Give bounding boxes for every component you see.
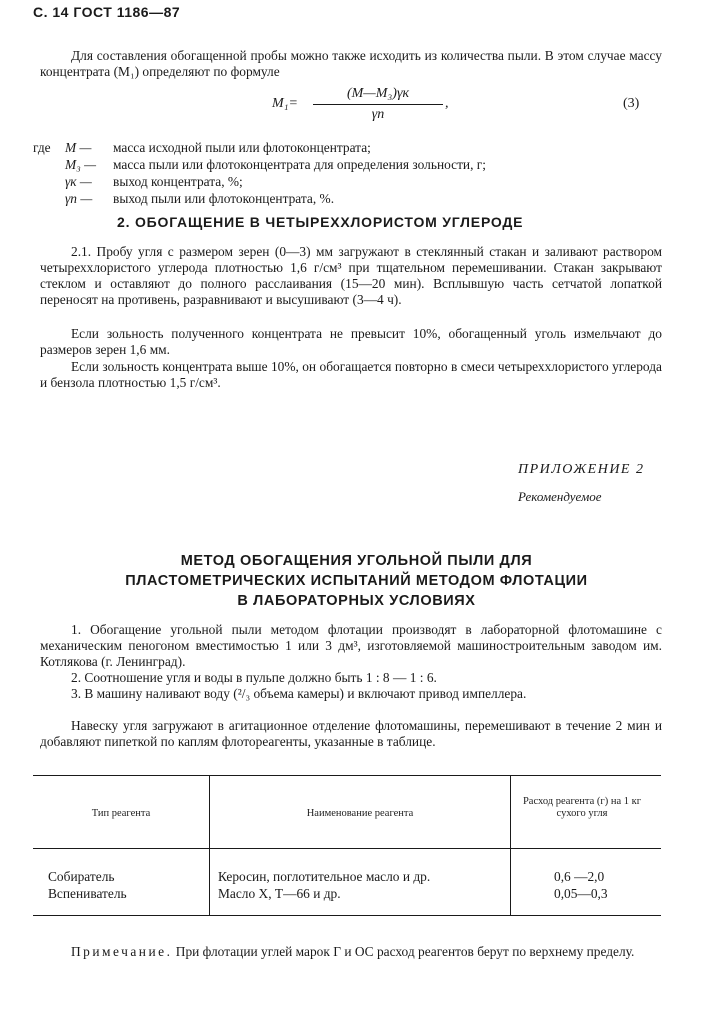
definition-text: масса пыли или флотоконцентрата для определения зольности, г;: [113, 157, 487, 172]
definition-item: [33, 174, 486, 191]
method-title-line-2: ПЛАСТОМЕТРИЧЕСКИХ ИСПЫТАНИЙ МЕТОДОМ ФЛОТАЦИИ: [125, 573, 588, 589]
table-header-rate: Расход реагента (г) на 1 кг сухого угля: [522, 796, 642, 819]
note-label: Примечание.: [71, 944, 173, 959]
note-paragraph: [40, 944, 662, 960]
table-cell-type: Вспениватель: [48, 886, 127, 901]
definition-symbol: M —: [65, 140, 92, 155]
formula-comma: ,: [445, 96, 449, 111]
definition-symbol: γк —: [65, 174, 92, 189]
definition-item: [33, 157, 486, 174]
table-column-divider: [510, 775, 511, 915]
appendix-paragraph-2: 2. Соотношение угля и воды в пульпе должно быть 1 : 8 — 1 : 6.: [71, 670, 437, 685]
table-header-name: Наименование реагента: [306, 808, 414, 819]
definition-item: [33, 191, 486, 208]
table-cell-name: Керосин, поглотительное масло и др.: [218, 869, 431, 884]
table-cell-rate: 0,05—0,3: [554, 886, 608, 901]
note-text: При флотации углей марок Г и ОС расход реагентов берут по верхнему пределу.: [175, 944, 635, 959]
definition-prefix: где: [33, 140, 51, 155]
definitions-list: [33, 140, 486, 208]
formula-3: [272, 86, 452, 130]
appendix-paragraph-4: Навеску угля загружают в агитационное отделение флотомашины, перемешивают в течение 2 мин и добавляют пипеткой по каплям флотореагенты, указанные в таблице.: [40, 718, 662, 749]
formula-denominator: γп: [371, 107, 385, 122]
table-header-rule: [33, 848, 661, 849]
section-2-paragraph-3: Если зольность концентрата выше 10%, он обогащается повторно в смеси четыреххлористого углерода и бензола плотностью 1,5 г/см³.: [40, 359, 662, 390]
table-header-type: Тип реагента: [91, 808, 151, 819]
page-header: С. 14 ГОСТ 1186—87: [33, 4, 181, 20]
definition-text: масса исходной пыли или флотоконцентрата;: [113, 140, 371, 155]
appendix-paragraph-1: 1. Обогащение угольной пыли методом флотации производят в лабораторной флотомашине с механическим пеногоном вместимостью 1 или 3 дм³, изготовляемой машиностроительным заводом им. Котлякова (г. Ленинград).: [40, 622, 662, 669]
definition-item: [33, 140, 486, 157]
table-bottom-rule: [33, 915, 661, 916]
table-cell-type: Собиратель: [48, 869, 115, 884]
formula-fraction: [313, 86, 443, 123]
table-column-divider: [209, 775, 210, 915]
definition-symbol: γп —: [65, 191, 93, 206]
formula-number: (3): [623, 96, 640, 111]
definition-text: выход концентрата, %;: [113, 174, 243, 189]
section-2-title: 2. ОБОГАЩЕНИЕ В ЧЕТЫРЕХХЛОРИСТОМ УГЛЕРОДЕ: [117, 214, 524, 230]
intro-paragraph: Для составления обогащенной пробы можно также исходить из количества пыли. В этом случае массу концентрата (M₁) определяют по формуле: [40, 48, 662, 79]
section-2-paragraph-1: 2.1. Пробу угля с размером зерен (0—3) мм загружают в стеклянный стакан и заливают раствором четыреххлористого углерода плотностью 1,6 г/см³ при тщательном перемешивании. Стакан закрывают стеклом и оставляют до полного расслаивания (15—20 мин). Всплывшую часть сетчатой лопаткой переносят на противень, разравнивают и высушивают (3—4 ч).: [40, 244, 662, 307]
formula-lhs: M₁=: [272, 96, 298, 111]
table-top-rule: [33, 775, 661, 776]
definition-text: выход пыли или флотоконцентрата, %.: [113, 191, 335, 206]
section-2-paragraph-2: Если зольность полученного концентрата не превысит 10%, обогащенный уголь измельчают до размеров зерен 1,6 мм.: [40, 326, 662, 357]
formula-numerator: (M—M₃)γк: [313, 86, 443, 105]
method-title-line-1: МЕТОД ОБОГАЩЕНИЯ УГОЛЬНОЙ ПЫЛИ ДЛЯ: [180, 553, 533, 569]
appendix-paragraph-3: 3. В машину наливают воду (²/₃ объема камеры) и включают привод импеллера.: [71, 686, 527, 701]
table-cell-rate: 0,6 —2,0: [554, 869, 605, 884]
appendix-label: ПРИЛОЖЕНИЕ 2: [518, 462, 645, 477]
definition-symbol: M₃ —: [65, 157, 97, 172]
table-cell-name: Масло X, Т—66 и др.: [218, 886, 341, 901]
appendix-status: Рекомендуемое: [518, 489, 602, 504]
method-title-line-3: В ЛАБОРАТОРНЫХ УСЛОВИЯХ: [237, 593, 476, 609]
